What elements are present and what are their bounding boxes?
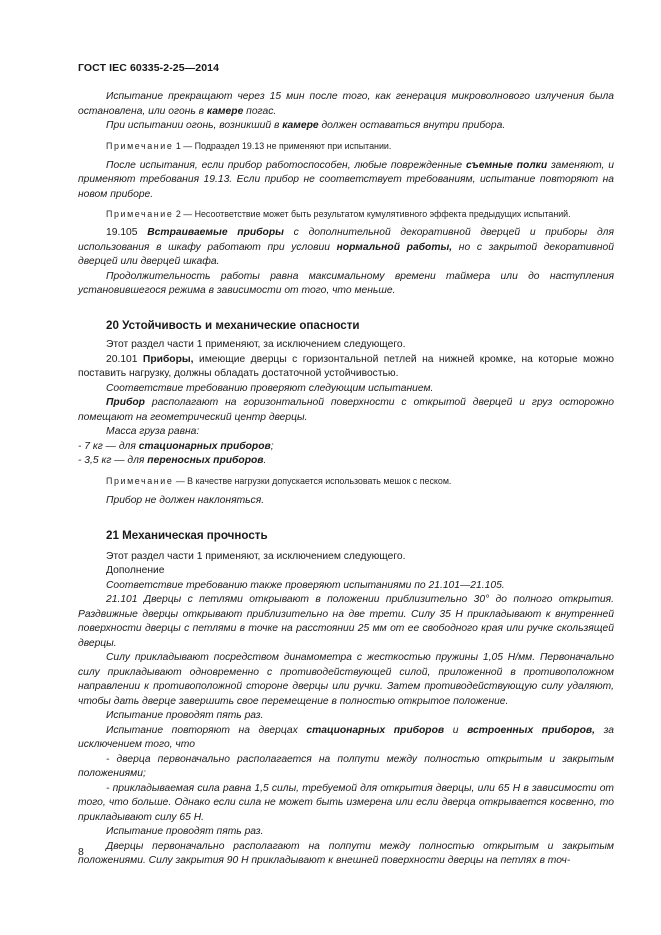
paragraph: Дополнение: [106, 565, 165, 576]
section-20-heading: 20 Устойчивость и механические опасности: [106, 318, 360, 332]
paragraph: После испытания, если прибор работоспособен, любые поврежденные съемные полки заменяют, и применяют требования 19.13. Если прибор не соответствует требованиям, испытание повторяют на новом приборе.: [78, 159, 614, 200]
document-header: ГОСТ IEC 60335-2-25—2014: [78, 62, 220, 74]
clause-19-105: 19.105 Встраиваемые приборы с дополнительной декоративной дверцей и приборы для использования в шкафу работают при условии нормальной работы, но с закрытой декоративной дверцей или дверцей шкафа.: [78, 227, 614, 267]
paragraph: Соответствие требованию проверяют следующим испытанием.: [106, 382, 434, 394]
paragraph: Силу прикладывают посредством динамометра с жесткостью пружины 1,05 Н/мм. Первоначально силу прикладывают одновременно с противодействующей силой, приложенной в противоположном направлении к противоположной стороне дверцы или ручки. Затем противодействующую силу удаляют, чтобы дать дверце завершить свое перемещение в полностью открытое положение.: [78, 652, 614, 707]
paragraph: Прибор не должен наклоняться.: [106, 494, 265, 506]
paragraph: Испытание проводят пять раз.: [106, 826, 264, 837]
paragraph: При испытании огонь, возникший в камере должен оставаться внутри прибора.: [106, 120, 506, 131]
clause-20-101: 20.101 Приборы, имеющие дверцы с горизонтальной петлей на нижней кромке, на которые можно поставить нагрузку, должны обладать достаточной устойчивостью.: [78, 353, 615, 379]
list-item: - дверца первоначально располагается на полпути между полностью открытым и закрытым положениями;: [78, 753, 614, 779]
paragraph: Испытание проводят пять раз.: [106, 710, 264, 721]
section-21-heading: 21 Механическая прочность: [106, 529, 268, 542]
note-2: Примечание 2 — Несоответствие может быть результатом кумулятивного эффекта предыдущих испытаний.: [106, 209, 571, 219]
paragraph: Испытание прекращают через 15 мин после того, как генерация микроволнового излучения была остановлена, или огонь в камере погас.: [78, 91, 614, 117]
paragraph: Прибор располагают на горизонтальной поверхности с открытой дверцей и груз осторожно помещают на геометрический центр дверцы.: [78, 397, 614, 423]
paragraph: Дверцы первоначально располагают на полпути между полностью открытым и закрытым положениями. Силу закрытия 90 Н прикладывают к внешней поверхности дверцы на петлях в точ-: [78, 840, 614, 866]
list-item: - 3,5 кг — для переносных приборов.: [78, 455, 267, 466]
paragraph: Масса груза равна:: [106, 426, 200, 437]
page-number: 8: [78, 846, 84, 858]
paragraph: Испытание повторяют на дверцах стационарных приборов и встроенных приборов, за исключением того, что: [78, 724, 614, 750]
clause-21-101: 21.101 Дверцы с петлями открывают в положении приблизительно 30° до полного открытия. Раздвижные дверцы открывают приблизительно на две трети. Силу 35 Н прикладывают к внутренней поверхности дверцы с петлями в точке на расстоянии 25 мм от ее свободного края или ручке скользящей дверцы.: [78, 594, 614, 649]
list-item: - прикладываемая сила равна 1,5 силы, требуемой для открытия дверцы, или 65 Н в зависимости от того, что больше. Однако если сила не может быть измерена или если дверца открывается косвенно, то прикладывают силу 65 Н.: [78, 782, 614, 823]
paragraph: Продолжительность работы равна максимальному времени таймера или до наступления установившегося режима в зависимости от того, что меньше.: [78, 270, 614, 296]
paragraph: Этот раздел части 1 применяют, за исключением следующего.: [106, 550, 406, 562]
list-item: - 7 кг — для стационарных приборов;: [78, 440, 274, 452]
note-3: Примечание — В качестве нагрузки допускается использовать мешок с песком.: [106, 475, 452, 486]
note-1: Примечание 1 — Подраздел 19.13 не применяют при испытании.: [106, 140, 392, 151]
paragraph: Соответствие требованию также проверяют испытаниями по 21.101—21.105.: [106, 579, 505, 591]
page-content: [78, 90, 614, 869]
paragraph: Этот раздел части 1 применяют, за исключением следующего.: [106, 339, 406, 350]
